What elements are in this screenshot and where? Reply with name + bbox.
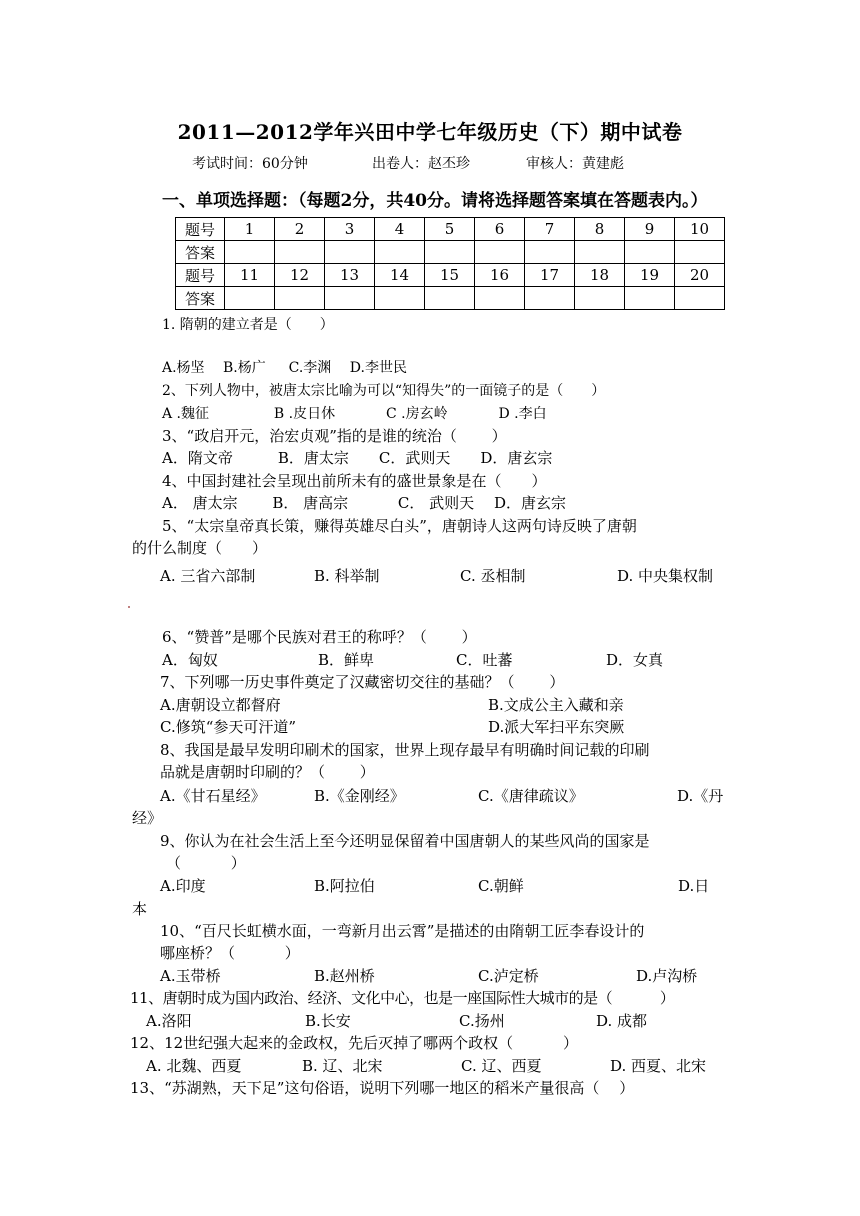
question-8-option-b: B.《金刚经》 — [314, 787, 405, 805]
answer-cell[interactable] — [525, 287, 575, 310]
answer-cell[interactable] — [475, 287, 525, 310]
question-5-option-c: C. 丞相制 — [460, 567, 526, 585]
question-number-cell: 7 — [525, 218, 575, 241]
question-12-option-c: C. 辽、西夏 — [461, 1057, 542, 1075]
answer-cell[interactable] — [375, 287, 425, 310]
section-title: 一、单项选择题：（每题2分，共40分。请将选择题答案填在答题表内。） — [162, 191, 708, 211]
question-number-cell: 10 — [675, 218, 725, 241]
question-9-cont: （ ） — [166, 854, 246, 872]
table-row — [176, 218, 725, 241]
question-10: 10、“百尺长虹横水面，一弯新月出云霄”是描述的由隋朝工匠李春设计的 — [160, 922, 645, 940]
question-number-cell: 16 — [475, 264, 525, 287]
question-10-option-d: D.卢沟桥 — [636, 967, 698, 985]
question-11-option-d: D. 成都 — [596, 1012, 648, 1030]
question-number-cell: 6 — [475, 218, 525, 241]
table-row — [176, 287, 725, 310]
question-9-option-b: B.阿拉伯 — [314, 877, 375, 895]
question-6: 6、“赞普”是哪个民族对君王的称呼？（ ） — [162, 628, 477, 646]
answer-cell[interactable] — [575, 241, 625, 264]
question-10-cont: 哪座桥？（ ） — [160, 944, 300, 962]
answer-cell[interactable] — [525, 241, 575, 264]
question-number-cell: 5 — [425, 218, 475, 241]
answer-cell[interactable] — [425, 287, 475, 310]
answer-cell[interactable] — [425, 241, 475, 264]
question-4-options: A． 唐太宗 B． 唐高宗 C． 武则天 D．唐玄宗 — [162, 494, 566, 512]
question-1: 1. 隋朝的建立者是（ ） — [162, 317, 334, 333]
question-2: 2、下列人物中，被唐太宗比喻为可以“知得失”的一面镜子的是（ ） — [162, 383, 606, 399]
question-5-cont: 的什么制度（ ） — [132, 539, 268, 557]
question-11-option-b: B.长安 — [305, 1012, 351, 1030]
answer-cell[interactable] — [325, 241, 375, 264]
question-3: 3、“政启开元，治宏贞观”指的是谁的统治（ ） — [162, 427, 507, 445]
question-number-cell: 12 — [275, 264, 325, 287]
question-9-option-d: D.日 — [678, 877, 710, 895]
stray-mark — [128, 606, 130, 608]
row-label-answer: 答案 — [176, 287, 225, 310]
question-8-wrap: 经》 — [132, 809, 163, 827]
question-5-option-a: A. 三省六部制 — [160, 567, 256, 585]
question-2-options: A .魏征 B .皮日休 C .房玄岭 D .李白 — [162, 406, 547, 422]
row-label-number: 题号 — [176, 264, 225, 287]
row-label-answer: 答案 — [176, 241, 225, 264]
question-4: 4、中国封建社会呈现出前所未有的盛世景象是在（ ） — [162, 472, 547, 490]
question-number-cell: 9 — [625, 218, 675, 241]
table-row — [176, 241, 725, 264]
answer-cell[interactable] — [475, 241, 525, 264]
question-6-option-b: B．鲜卑 — [318, 651, 375, 669]
question-9-wrap: 本 — [132, 900, 148, 918]
question-number-cell: 15 — [425, 264, 475, 287]
question-6-option-c: C．吐蕃 — [456, 651, 513, 669]
question-10-option-a: A.玉带桥 — [160, 967, 221, 985]
question-8-option-a: A.《甘石星经》 — [160, 787, 266, 805]
question-8-cont: 品就是唐朝时印刷的？（ ） — [160, 763, 375, 781]
answer-cell[interactable] — [225, 287, 275, 310]
question-7-option-d: D.派大军扫平东突厥 — [488, 718, 625, 736]
row-label-number: 题号 — [176, 218, 225, 241]
question-7: 7、下列哪一历史事件奠定了汉藏密切交往的基础？（ ） — [160, 673, 565, 691]
answer-cell[interactable] — [625, 287, 675, 310]
answer-cell[interactable] — [375, 241, 425, 264]
question-number-cell: 4 — [375, 218, 425, 241]
question-number-cell: 18 — [575, 264, 625, 287]
answer-cell[interactable] — [275, 241, 325, 264]
question-5-option-d: D. 中央集权制 — [617, 567, 714, 585]
question-number-cell: 11 — [225, 264, 275, 287]
question-7-option-c: C.修筑“参天可汗道” — [160, 718, 297, 736]
question-number-cell: 20 — [675, 264, 725, 287]
question-12: 12、12世纪强大起来的金政权，先后灭掉了哪两个政权（ ） — [130, 1034, 578, 1052]
question-10-option-b: B.赵州桥 — [314, 967, 375, 985]
question-9: 9、你认为在社会生活上至今还明显保留着中国唐朝人的某些风尚的国家是 — [160, 832, 650, 850]
question-10-option-c: C.泸定桥 — [478, 967, 539, 985]
question-8: 8、我国是最早发明印刷术的国家，世界上现存最早有明确时间记载的印刷 — [160, 741, 650, 759]
question-number-cell: 14 — [375, 264, 425, 287]
answer-cell[interactable] — [675, 241, 725, 264]
question-8-option-d: D.《丹 — [677, 787, 724, 805]
question-3-options: A．隋文帝 B．唐太宗 C．武则天 D．唐玄宗 — [162, 449, 553, 467]
exam-reviewer: 审核人：黄建彪 — [526, 156, 624, 172]
question-12-option-b: B. 辽、北宋 — [302, 1057, 383, 1075]
question-11: 11、唐朝时成为国内政治、经济、文化中心，也是一座国际性大城市的是（ ） — [130, 989, 675, 1007]
question-11-option-c: C.扬州 — [459, 1012, 505, 1030]
question-13: 13、“苏湖熟，天下足”这句俗语，说明下列哪一地区的稻米产量很高（ ） — [130, 1079, 635, 1097]
exam-author: 出卷人：赵丕珍 — [372, 156, 470, 172]
question-number-cell: 3 — [325, 218, 375, 241]
answer-cell[interactable] — [575, 287, 625, 310]
question-12-option-a: A. 北魏、西夏 — [146, 1057, 242, 1075]
question-7-option-b: B.文成公主入藏和亲 — [488, 696, 624, 714]
question-6-option-d: D．女真 — [606, 651, 664, 669]
question-number-cell: 17 — [525, 264, 575, 287]
question-6-option-a: A．匈奴 — [162, 651, 218, 669]
question-5-option-b: B. 科举制 — [314, 567, 380, 585]
question-8-option-c: C.《唐律疏议》 — [478, 787, 584, 805]
answer-cell[interactable] — [275, 287, 325, 310]
answer-cell[interactable] — [325, 287, 375, 310]
question-12-option-d: D. 西夏、北宋 — [610, 1057, 707, 1075]
question-number-cell: 1 — [225, 218, 275, 241]
question-11-option-a: A.洛阳 — [146, 1012, 192, 1030]
question-7-option-a: A.唐朝设立都督府 — [160, 696, 281, 714]
question-number-cell: 13 — [325, 264, 375, 287]
question-9-option-a: A.印度 — [160, 877, 206, 895]
answer-cell[interactable] — [625, 241, 675, 264]
question-number-cell: 2 — [275, 218, 325, 241]
exam-title: 2011—2012学年兴田中学七年级历史（下）期中试卷 — [177, 120, 683, 144]
question-number-cell: 8 — [575, 218, 625, 241]
question-5: 5、“太宗皇帝真长策，赚得英雄尽白头”，唐朝诗人这两句诗反映了唐朝 — [162, 517, 637, 535]
answer-cell[interactable] — [225, 241, 275, 264]
question-9-option-c: C.朝鲜 — [478, 877, 524, 895]
answer-cell[interactable] — [675, 287, 725, 310]
table-row — [176, 264, 725, 287]
exam-time: 考试时间：60分钟 — [192, 156, 308, 172]
question-number-cell: 19 — [625, 264, 675, 287]
question-1-options: A.杨坚 B.杨广 C.李渊 D.李世民 — [162, 360, 407, 376]
answer-table — [175, 217, 725, 310]
